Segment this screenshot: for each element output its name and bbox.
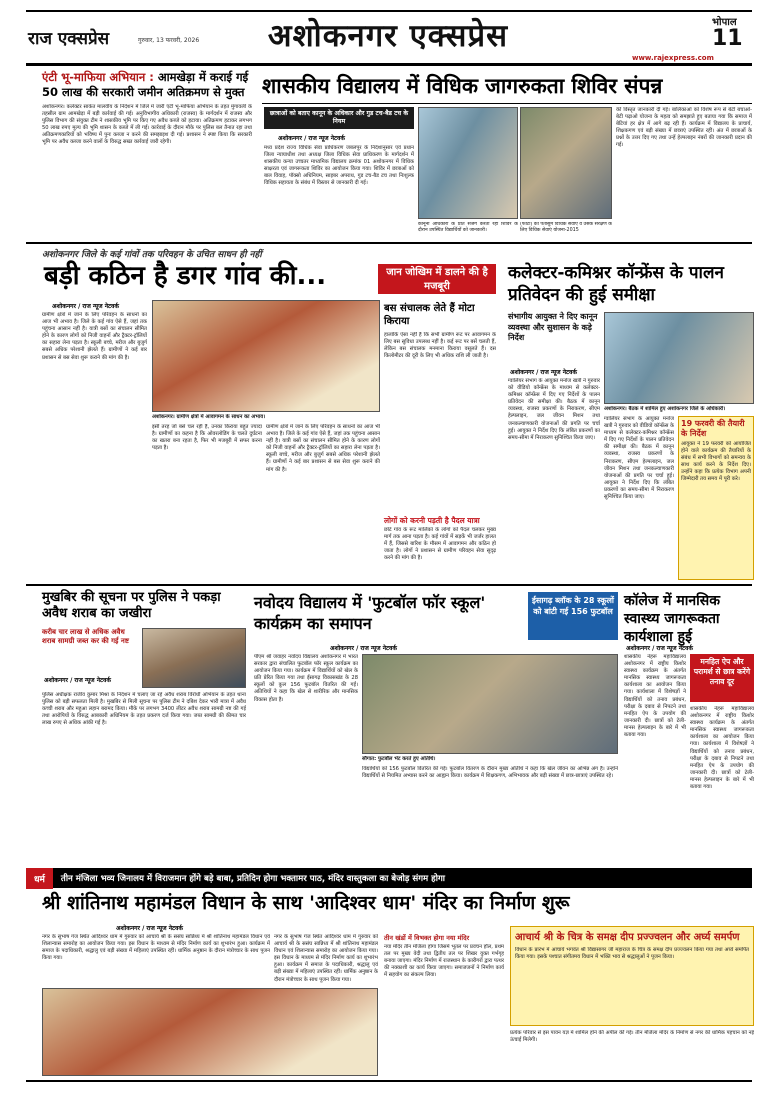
story2-body: मध्य प्रदेश राज्य विधिक सेवा प्राधिकरण जबलपुर के निर्देशानुसार एवं प्रधान जिला न्यायाधीश तथा अध्यक्ष जिला विधिक सेवा प्राधिकरण के मार्गदर्शन में शासकीय कन्या उच्चतर माध्यमिक विद्यालय क्रमांक 01 अशोकनगर में विधिक साक्षरता एवं जागरूकता शिविर का आयोजन किया गया। शिविर में छात्राओं को बाल विवाह, पॉक्सो अधिनियम, साइबर अपराध, गुड टच-बैड टच तथा निःशुल्क विधिक सहायता के संबंध में विस्तार से जानकारी दी गई। [264,145,414,187]
story7-body-2: शासकीय नेहरू महाविद्यालय अशोकनगर में राष्ट्रीय किशोर स्वास्थ्य कार्यक्रम के अंतर्गत मानसिक स्वास्थ्य जागरूकता कार्यशाला का आयोजन किया गया। कार्यशाला में विशेषज्ञों ने विद्यार्थियों को तनाव प्रबंधन, परीक्षा के दबाव से निपटने तथा मनहित ऐप के उपयोग की जानकारी दी। छात्रों को टेली-मानस हेल्पलाइन के बारे में भी बताया गया। [690,706,754,791]
story2-photo-1 [418,107,518,219]
page-bottom-rule [26,1080,752,1082]
story3-body-3: हालांकि ऐसा नहीं है कि सभी ग्रामीण रूट पर आवागमन के लिए बस सुविधा उपलब्ध नहीं है। कई रूट पर बसें चलती हैं, लेकिन बस संचालक मनमाना किराया वसूलते हैं। दस किलोमीटर की दूरी के लिए भी अधिक राशि ली जाती है। [384,332,496,360]
story2-body-2: की विस्तृत जानकारी दी गई। बालिकाओं को विशेष रूप से बेटी बचाओ-बेटी पढ़ाओ योजना के महत्व को समझाते हुए बताया गया कि समाज में बेटियां हर क्षेत्र में आगे बढ़ रही हैं। कार्यक्रम में विद्यालय के प्राचार्य, शिक्षकगण एवं बड़ी संख्या में छात्राएं उपस्थित रहीं। अंत में छात्राओं के प्रश्नों के उत्तर दिए गए तथा उन्हें हेल्पलाइन नंबरों की जानकारी प्रदान की गई। [616,107,752,149]
story3-sub-2-label: लोगों को करनी पड़ती है पैदल यात्रा [384,516,480,525]
date-line: गुरुवार, 13 फरवरी, 2026 [138,37,200,44]
story5-body: पुलिस अधीक्षक राजीव कुमार मिश्रा के निर्देशन में चलाए जा रहे अवैध शराब विरोधी अभियान के तहत थाना पुलिस को बड़ी सफलता मिली है। मुखबिर से मिली सूचना पर पुलिस टीम ने दबिश देकर भारी मात्रा में अवैध कच्ची शराब और महुआ लहान बरामद किया। मौके पर लगभग 3400 लीटर अवैध शराब सामग्री नष्ट की गई तथा आरोपियों के विरुद्ध आबकारी अधिनियम के तहत प्रकरण दर्ज किया गया। जब्त सामग्री की कीमत चार लाख रुपए से अधिक आंकी गई है। [42,692,246,727]
story3-byline: अशोकनगर / राज न्यूज नेटवर्क [52,303,119,310]
story8-sub: तीन खंडों में विभक्त होगा नया मंदिर [384,934,470,942]
story4-photo-caption: अशोकनगर। बैठक में शामिल हुए अशोकनगर जिले के अधिकारी। [604,406,726,412]
section-name: राज एक्सप्रेस [28,29,110,49]
story4-headline: कलेक्टर-कमिश्नर कॉन्फ्रेंस के पालन प्रतिवेदन की हुई समीक्षा [508,263,724,305]
story5-headline: मुखबिर की सूचना पर पुलिस ने पकड़ा अवैध शराब का जखीरा [42,590,221,621]
story8-body-2: नगर के सुभाष गंज स्थित आदिश्वर धाम में गुरुवार को आचार्य श्री के ससंघ सान्निध्य में श्री शांतिनाथ महामंडल विधान एवं शिलान्यास समारोह का आयोजन किया गया। इस विधान के माध्यम से मंदिर निर्माण कार्य का शुभारंभ हुआ। कार्यक्रम में समाज के पदाधिकारी, श्रद्धालु एवं बड़ी संख्या में महिलाएं उपस्थित रहीं। धार्मिक अनुष्ठान के दौरान मंत्रोच्चार के साथ पूजन किया गया। [274,934,378,983]
website-url: www.rajexpress.com [632,54,714,62]
masthead-top-rule [26,10,752,12]
story8-box-head: आचार्य श्री के चित्र के समक्ष दीप प्रज्ज्वलन और अर्घ्य समर्पण [515,932,740,943]
story8-byline: अशोकनगर / राज न्यूज नेटवर्क [116,925,183,932]
story8-headline: श्री शांतिनाथ महामंडल विधान के साथ 'आदिश्वर धाम' मंदिर का निर्माण शुरू [42,892,570,914]
story3-body: ग्रामीण क्षेत्रों में जाने के लिए परिवहन के साधनों का आज भी अभाव है। जिले के कई गांव ऐसे हैं, जहां तक पहुंचना आसान नहीं है। यात्री बसों का संचालन सीमित होने के कारण लोगों को निजी वाहनों और ट्रैक्टर-ट्रॉलियों का सहारा लेना पड़ता है। स्कूली बच्चे, मरीज और बुजुर्ग सबसे अधिक परेशानी झेलते हैं। ग्रामीणों ने कई बार प्रशासन से बस सेवा शुरू कराने की मांग की है। [42,312,147,361]
story1-kicker: एंटी भू-माफिया अभियान : आमखेड़ा में कराई गई [42,70,249,84]
page-number: 11 [712,26,743,51]
story2-photo-2 [520,107,612,219]
story5-photo [142,628,246,688]
story4-box-head: 19 फरवरी की तैयारी के निर्देश [681,419,745,438]
story3-kicker: अशोकनगर जिले के कई गांवों तक परिवहन के उचित साधन ही नहीं [42,250,262,260]
city-label: भोपाल [712,17,737,28]
story6-caption: सौगात: फुटबॉल भेंट करते हुए अतिथि। [362,756,436,762]
story6-box: ईसागढ़ ब्लॉक के 28 स्कूलों को बांटी गई 156 फुटबॉल [528,592,618,640]
story3-photo [152,300,380,412]
divider-1 [26,242,752,244]
page-title: अशोकनगर एक्सप्रेस [267,18,509,54]
story3-box: जान जोखिम में डालने की है मजबूरी [378,264,496,294]
story6-byline: अशोकनगर / राज न्यूज नेटवर्क [330,645,397,652]
story6-headline: नवोदय विद्यालय में 'फुटबॉल फॉर स्कूल' कार्यक्रम का समापन [254,593,486,633]
story4-byline: अशोकनगर / राज न्यूज नेटवर्क [510,369,577,376]
story8-body-4: प्रत्येक परिवार से इस पावन यज्ञ में शामिल होने की अपील की गई। तीन मंजिला मंदिर के निर्माण से नगर की धार्मिक पहचान को नई ऊंचाई मिलेगी। [510,1030,754,1044]
story1-headline: 50 लाख की सरकारी जमीन अतिक्रमण से मुक्त [42,85,245,99]
story3-body-2b: ग्रामीण क्षेत्रों में जाने के लिए परिवहन के साधनों का आज भी अभाव है। जिले के कई गांव ऐसे हैं, जहां तक पहुंचना आसान नहीं है। यात्री बसों का संचालन सीमित होने के कारण लोगों को निजी वाहनों और ट्रैक्टर-ट्रॉलियों का सहारा लेना पड़ता है। स्कूली बच्चे, मरीज और बुजुर्ग सबसे अधिक परेशानी झेलते हैं। ग्रामीणों ने कई बार प्रशासन से बस सेवा शुरू कराने की मांग की है। [266,424,380,473]
story4-box [678,416,754,580]
story7-headline: कॉलेज में मानसिक स्वास्थ्य जागरूकता कार्यशाला हुई [624,593,720,645]
story4-body: ग्वालियर संभाग के आयुक्त मनोज खत्री ने गुरुवार को वीडियो कॉन्फ्रेंस के माध्यम से कलेक्टर-कमिश्नर कॉन्फ्रेंस में दिए गए निर्देशों के पालन प्रतिवेदन की समीक्षा की। बैठक में कानून व्यवस्था, राजस्व प्रकरणों के निराकरण, सीएम हेल्पलाइन, जल जीवन मिशन तथा जनकल्याणकारी योजनाओं की प्रगति पर चर्चा हुई। आयुक्त ने निर्देश दिए कि लंबित प्रकरणों का समय-सीमा में निराकरण सुनिश्चित किया जाए। [508,378,600,441]
story6-body-2: विद्यार्थियों को 156 फुटबॉल वितरित की गईं। फुटबॉल वितरण के दौरान मुख्य अतिथि ने कहा कि खेल जीवन का अभिन्न अंग है। उन्होंने विद्यार्थियों से नियमित अभ्यास करने का आह्वान किया। कार्यक्रम में शिक्षकगण, अभिभावक और बड़ी संख्या में छात्र-छात्राएं उपस्थित रहे। [362,766,618,780]
story4-body-2: ग्वालियर संभाग के आयुक्त मनोज खत्री ने गुरुवार को वीडियो कॉन्फ्रेंस के माध्यम से कलेक्टर-कमिश्नर कॉन्फ्रेंस में दिए गए निर्देशों के पालन प्रतिवेदन की समीक्षा की। बैठक में कानून व्यवस्था, राजस्व प्रकरणों के निराकरण, सीएम हेल्पलाइन, जल जीवन मिशन तथा जनकल्याणकारी योजनाओं की प्रगति पर चर्चा हुई। आयुक्त ने निर्देश दिए कि लंबित प्रकरणों का समय-सीमा में निराकरण सुनिश्चित किया जाए। [604,416,674,501]
story8-photo [42,988,378,1076]
story4-sidebar: संभागीय आयुक्त ने दिए कानून व्यवस्था और सुशासन के कड़े निर्देश [508,312,598,342]
story7-sidebar: मनहित ऐप और परामर्श से छात्र करेंगे तनाव दूर [690,654,754,702]
religion-ribbon [26,868,752,888]
story2-byline: अशोकनगर / राज न्यूज नेटवर्क [278,135,345,142]
story6-photo [362,654,618,754]
story8-box [510,926,754,1026]
story4-box-body: आयुक्त ने 19 फरवरी को आयोजित होने वाले कार्यक्रम की तैयारियों के संबंध में सभी विभागों को समन्वय के साथ कार्य करने के निर्देश दिए। उन्होंने कहा कि प्रत्येक विभाग अपनी जिम्मेदारी तय समय में पूरी करे। [681,441,751,483]
story8-box-body: विधान के प्रारंभ में आचार्य भगवंत श्री विद्यासागर जी महाराज के चित्र के समक्ष दीप प्रज्ज्वलन किया गया तथा अर्घ्य समर्पित किया गया। इसके पश्चात संगीतमय विधान में भक्ति भाव से श्रद्धालुओं ने पूजन किया। [515,947,749,961]
story3-body-2: इसी तरह जो बसें चल रही हैं, उनका किराया बहुत ज्यादा है। ग्रामीणों का कहना है कि ओवरलोडिंग के चलते दुर्घटना का खतरा बना रहता है, फिर भी मजबूरी में सफर करना पड़ता है। [152,424,262,452]
story5-byline: अशोकनगर / राज न्यूज नेटवर्क [44,677,111,684]
masthead-bottom-rule [26,63,752,66]
story3-body-4: छोटे गांव के रूट मालिकों के लोगों को पैदल चलकर मुख्य मार्ग तक आना पड़ता है। कई गांवों में सड़कें भी जर्जर हालत में हैं, जिससे बारिश के मौसम में आवागमन और कठिन हो जाता है। लोगों ने प्रशासन से ग्रामीण परिवहन सेवा सुदृढ़ करने की मांग की है। [384,527,496,562]
story3-headline: बड़ी कठिन है डगर गांव की... [44,261,327,291]
ribbon-text: तीन मंजिला भव्य जिनालय में विराजमान होंगे बड़े बाबा, प्रतिदिन होगा भक्तामर पाठ, मंदिर वास्तुकला का बेजोड़ संगम होगा [60,874,446,884]
story4-photo [604,312,754,404]
story3-photo-caption: अशोकनगर। ग्रामीण क्षेत्रों में आवागमन के साधन का अभाव। [152,414,266,420]
story6-body: पीएम श्री जवाहर नवोदय विद्यालय अशोकनगर में भारत सरकार द्वारा संचालित फुटबॉल फॉर स्कूल कार्यक्रम का आयोजन किया गया। कार्यक्रम में विद्यार्थियों को खेल के प्रति प्रेरित किया गया तथा ईसागढ़ विकासखंड के 28 स्कूलों को कुल 156 फुटबॉल वितरित की गईं। अतिथियों ने कहा कि खेल से शारीरिक और मानसिक विकास होता है। [254,654,358,703]
ribbon-label: धर्म [26,868,53,889]
story2-caption-2: (फोटो) की पैंतीसुम विधिक सेवाएं व उसके संरक्षण के लिए विधिक सेवाएं योजना-2015 [520,222,612,233]
story2-headline: शासकीय विद्यालय में विधिक जागरुकता शिविर संपन्न [262,74,663,98]
story1-body: अशोकनगर। कलेक्टर साकेत मालवीय के निर्देशन में जिले में जारी एंटी भू-माफिया अभियान के तहत मुंगावली के तहसील ग्राम आमखेड़ा में बड़ी कार्रवाई की गई। अनुविभागीय अधिकारी (राजस्व) के मार्गदर्शन में राजस्व और पुलिस विभाग की संयुक्त टीम ने शासकीय भूमि पर किए गए अवैध कब्जे को हटाया। अतिक्रमण हटाकर लगभग 50 लाख रुपए मूल्य की भूमि शासन के कब्जे में ली गई। कार्रवाई के दौरान मौके पर पुलिस बल तैनात रहा तथा अतिक्रमणकारियों को भविष्य में पुनः कब्जा न करने की समझाइश दी गई। प्रशासन ने स्पष्ट किया कि सरकारी भूमि पर अवैध कब्जा करने वालों के विरुद्ध सख्त कार्रवाई जारी रहेगी। [42,104,252,146]
story2-rule [262,103,752,104]
story7-byline: अशोकनगर / राज न्यूज नेटवर्क [626,645,693,652]
story7-body: शासकीय नेहरू महाविद्यालय अशोकनगर में राष्ट्रीय किशोर स्वास्थ्य कार्यक्रम के अंतर्गत मानसिक स्वास्थ्य जागरूकता कार्यशाला का आयोजन किया गया। कार्यशाला में विशेषज्ञों ने विद्यार्थियों को तनाव प्रबंधन, परीक्षा के दबाव से निपटने तथा मनहित ऐप के उपयोग की जानकारी दी। छात्रों को टेली-मानस हेल्पलाइन के बारे में भी बताया गया। [624,654,686,739]
story8-body-3: नया मंदिर तीन मंजिला होगा जिसमें भूतल पर प्रवचन हॉल, प्रथम तल पर मुख्य वेदी तथा द्वितीय तल पर शिखर युक्त गर्भगृह बनाया जाएगा। मंदिर निर्माण में राजस्थान के कारीगरों द्वारा पत्थर की नक्काशी का कार्य किया जाएगा। समाजजनों ने निर्माण कार्य में सहयोग का संकल्प लिया। [384,944,504,979]
story2-caption-1: कानूनी अधिकारों के प्रति सजग करता रहा शिविर के दौरान उपस्थित विद्यार्थियों को जानकारी। [418,222,518,233]
story3-sub-1: बस संचालक लेते हैं मोटा किराया [384,303,475,327]
story2-subhead: छात्राओं को बताए कानून के अधिकार और गुड टच-बैड टच के नियम [264,107,414,129]
story3-sub-2-box [384,516,496,580]
story8-body: नगर के सुभाष गंज स्थित आदिश्वर धाम में गुरुवार को आचार्य श्री के ससंघ सान्निध्य में श्री शांतिनाथ महामंडल विधान एवं शिलान्यास समारोह का आयोजन किया गया। इस विधान के माध्यम से मंदिर निर्माण कार्य का शुभारंभ हुआ। कार्यक्रम में समाज के पदाधिकारी, श्रद्धालु एवं बड़ी संख्या में महिलाएं उपस्थित रहीं। धार्मिक अनुष्ठान के दौरान मंत्रोच्चार के साथ पूजन किया गया। [42,934,270,962]
story5-subhead: करीब चार लाख से अधिक अवैध शराब सामग्री जब्त कर की गई नष्ट [42,628,129,645]
divider-2 [26,584,752,586]
